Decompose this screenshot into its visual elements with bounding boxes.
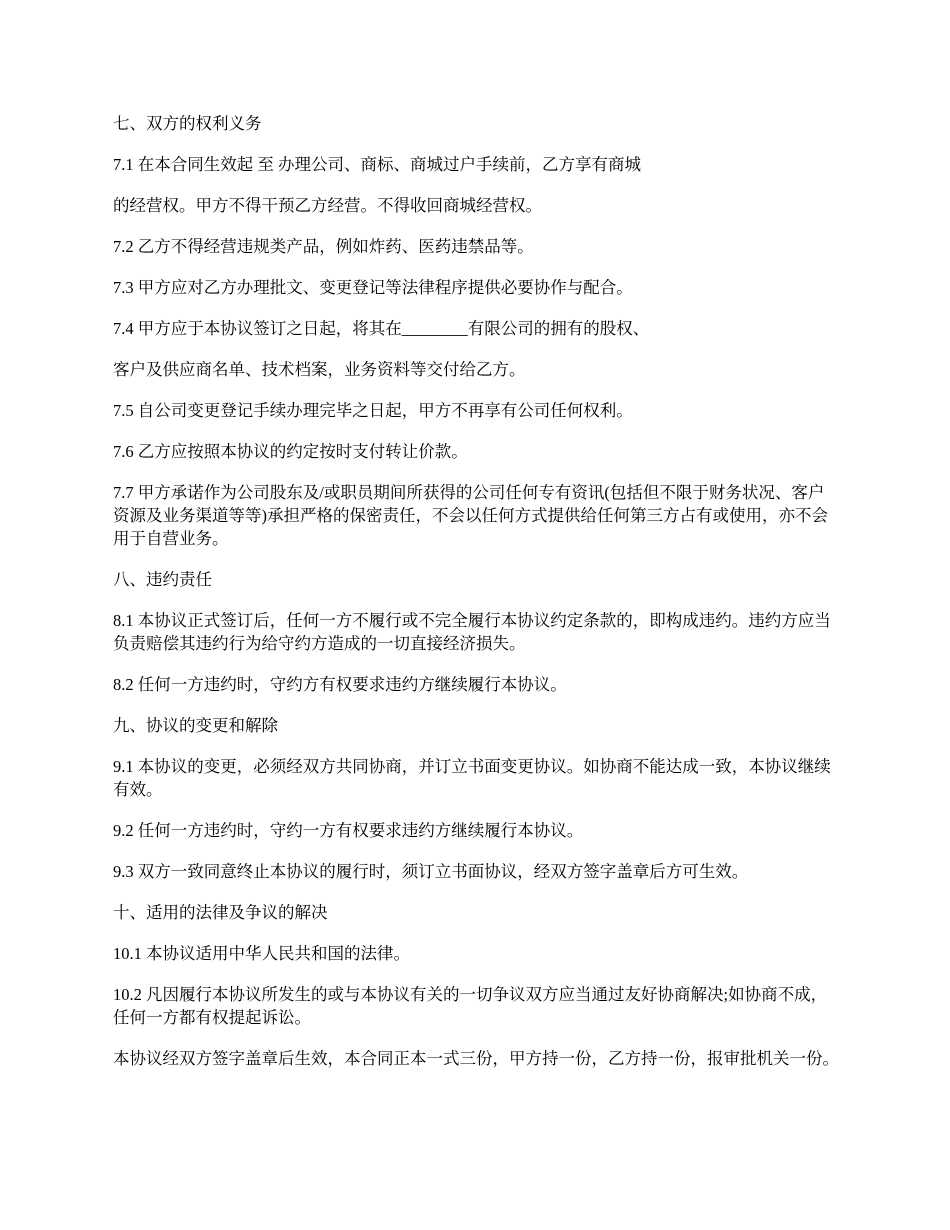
clause-8-1: 8.1 本协议正式签订后，任何一方不履行或不完全履行本协议约定条款的，即构成违约。违约方应当负责赔偿其违约行为给守约方造成的一切直接经济损失。: [113, 611, 831, 653]
clause-7-5: 7.5 自公司变更登记手续办理完毕之日起，甲方不再享有公司任何权利。: [113, 401, 633, 420]
clause-8-2: 8.2 任何一方违约时，守约方有权要求违约方继续履行本协议。: [113, 675, 567, 694]
clause-10-2: 10.2 凡因履行本协议所发生的或与本协议有关的一切争议双方应当通过友好协商解决;如协商不成，任何一方都有权提起诉讼。: [113, 985, 828, 1027]
section-heading-governing-law: 十、适用的法律及争议的解决: [113, 903, 328, 922]
clause-10-1: 10.1 本协议适用中华人民共和国的法律。: [113, 944, 410, 963]
clause-7-4-line-1: 7.4 甲方应于本协议签订之日起，将其在________有限公司的拥有的股权、: [113, 319, 650, 338]
clause-7-1-line-2: 的经营权。甲方不得干预乙方经营。不得收回商城经营权。: [113, 196, 542, 215]
closing-statement: 本协议经双方签字盖章后生效，本合同正本一式三份，甲方持一份，乙方持一份，报审批机关一份。: [113, 1049, 839, 1068]
clause-9-2: 9.2 任何一方违约时，守约一方有权要求违约方继续履行本协议。: [113, 821, 584, 840]
section-heading-amendment-termination: 九、协议的变更和解除: [113, 716, 278, 735]
clause-7-6: 7.6 乙方应按照本协议的约定按时支付转让价款。: [113, 442, 468, 461]
clause-7-4-line-2: 客户及供应商名单、技术档案，业务资料等交付给乙方。: [113, 360, 526, 379]
clause-9-1: 9.1 本协议的变更，必须经双方共同协商，并订立书面变更协议。如协商不能达成一致，本协议继续有效。: [113, 757, 831, 799]
clause-7-3: 7.3 甲方应对乙方办理批文、变更登记等法律程序提供必要协作与配合。: [113, 278, 633, 297]
section-heading-breach-liability: 八、违约责任: [113, 570, 212, 589]
clause-7-1-line-1: 7.1 在本合同生效起 至 办理公司、商标、商城过户手续前，乙方享有商城: [113, 155, 641, 174]
clause-9-3: 9.3 双方一致同意终止本协议的履行时，须订立书面协议，经双方签字盖章后方可生效。: [113, 862, 749, 881]
section-heading-rights-obligations: 七、双方的权利义务: [113, 114, 262, 133]
clause-7-7: 7.7 甲方承诺作为公司股东及/或职员期间所获得的公司任何专有资讯(包括但不限于财务状况、客户资源及业务渠道等等)承担严格的保密责任，不会以任何方式提供给任何第三方占有或使用，亦不会用于自营业务。: [113, 483, 828, 548]
clause-7-2: 7.2 乙方不得经营违规类产品，例如炸药、医药违禁品等。: [113, 237, 534, 256]
